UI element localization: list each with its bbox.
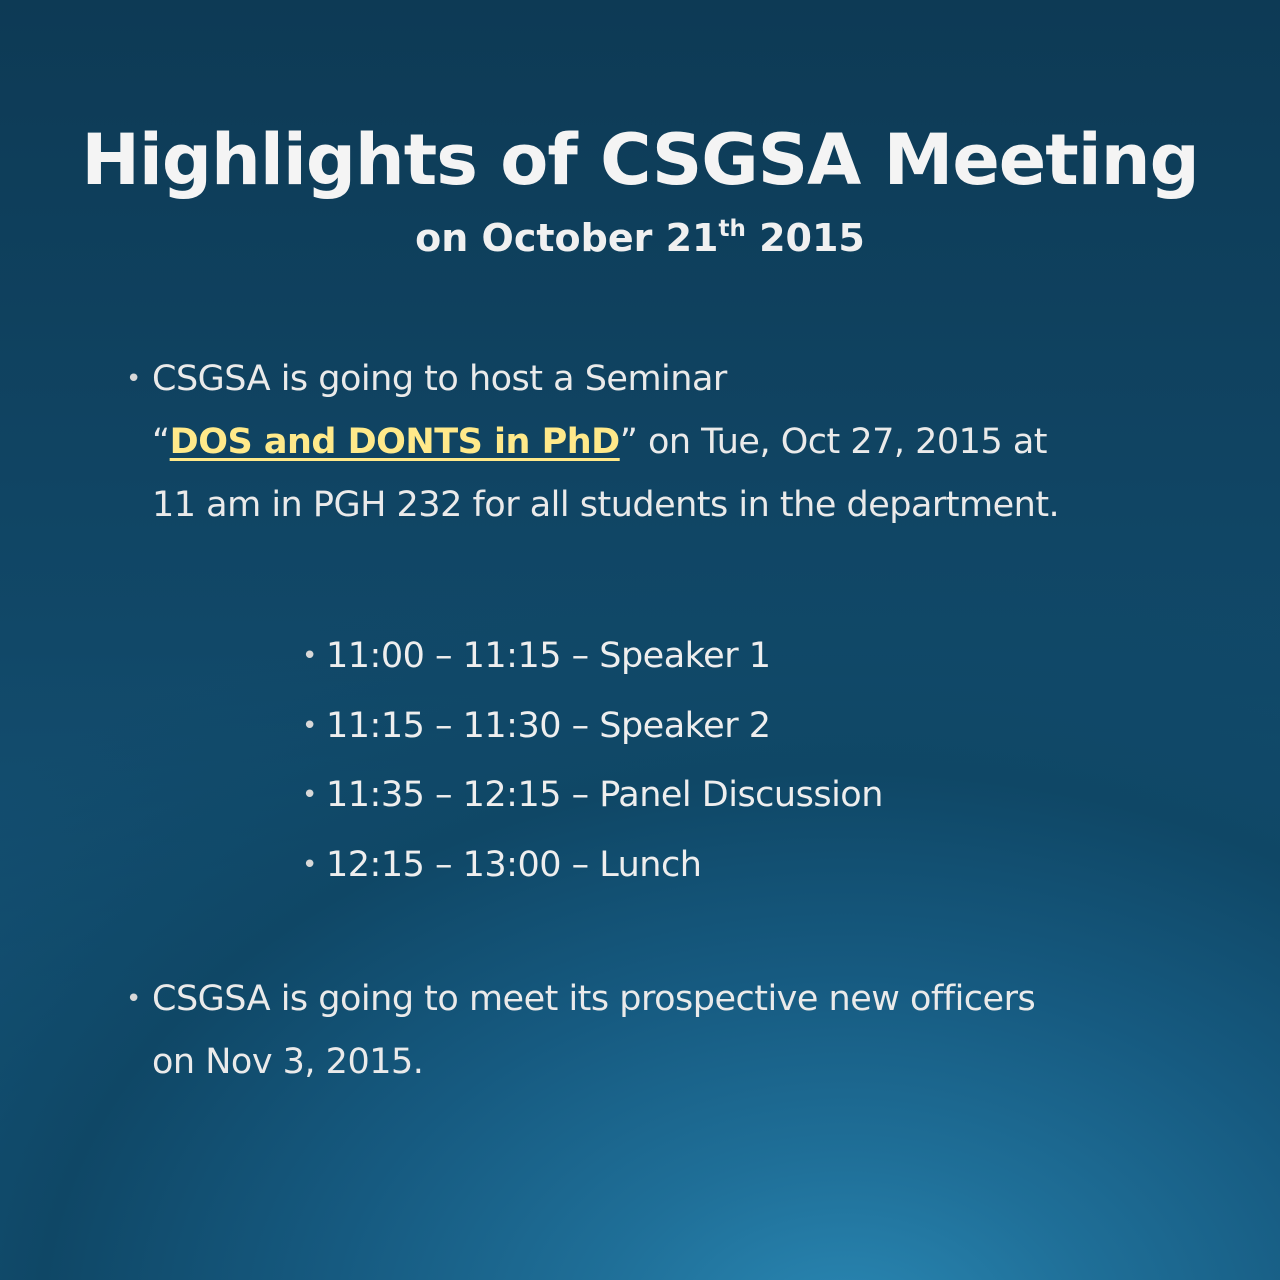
schedule-item-text: 11:35 – 12:15 – Panel Discussion — [326, 775, 883, 815]
bullet-seminar-line-2 — [152, 411, 1212, 474]
bullet-officers-line-1: CSGSA is going to meet its prospective new officers — [152, 979, 1036, 1019]
schedule-item-text: 11:15 – 11:30 – Speaker 2 — [326, 705, 771, 746]
bullet-dot-icon: • — [126, 984, 141, 1014]
bullet-dot-icon: • — [302, 780, 317, 810]
slide-title: Highlights of CSGSA Meeting — [81, 119, 1199, 201]
seminar-date-text: ” on Tue, Oct 27, 2015 at — [619, 422, 1048, 462]
slide-subtitle — [0, 212, 1280, 264]
subtitle-ordinal: th — [718, 216, 746, 242]
schedule-item-text: 12:15 – 13:00 – Lunch — [326, 844, 702, 885]
seminar-title-link[interactable]: DOS and DONTS in PhD — [169, 422, 620, 462]
bullet-seminar-line-1: CSGSA is going to host a Seminar — [152, 359, 727, 399]
open-quote: “ — [152, 422, 170, 462]
bullet-dot-icon: • — [302, 849, 317, 880]
bullet-dot-icon: • — [126, 364, 141, 394]
schedule-item — [302, 831, 1126, 901]
subtitle-date: on October 21 — [415, 216, 719, 260]
subtitle-year: 2015 — [745, 216, 865, 260]
bullet-dot-icon: • — [302, 641, 317, 671]
schedule-item — [302, 761, 1126, 831]
bullet-officers — [126, 968, 1212, 1094]
schedule-item — [302, 622, 1126, 692]
bullet-seminar-line-3: 11 am in PGH 232 for all students in the department. — [152, 485, 1060, 525]
seminar-schedule-list — [302, 622, 1126, 900]
schedule-item — [302, 692, 1126, 762]
bullet-officers-line-2: on Nov 3, 2015. — [152, 1042, 424, 1082]
bullet-dot-icon: • — [302, 710, 317, 741]
schedule-item-text: 11:00 – 11:15 – Speaker 1 — [326, 636, 771, 676]
bullet-seminar — [126, 348, 1212, 537]
